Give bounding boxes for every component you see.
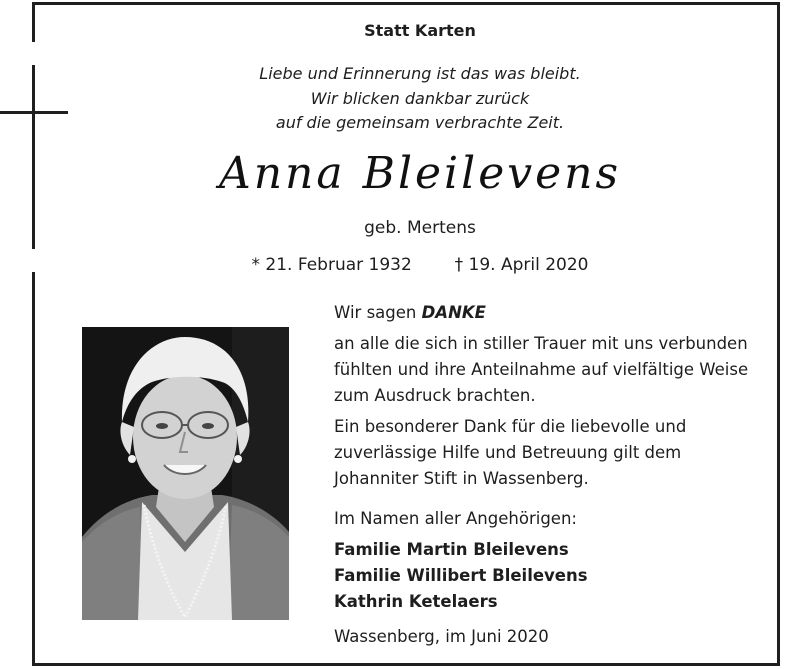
thanks-intro (334, 300, 486, 326)
special-thanks (334, 414, 686, 492)
family-name: Kathrin Ketelaers (334, 592, 498, 611)
frame-left-lower-border (32, 272, 35, 666)
thanks-body (334, 331, 748, 409)
thanks-body-line: an alle die sich in stiller Trauer mit uns verbunden (334, 334, 748, 353)
place-date: Wassenberg, im Juni 2020 (334, 627, 549, 646)
thanks-body-line: fühlten und ihre Anteilnahme auf vielfältige Weise (334, 360, 749, 379)
birth-name: geb. Mertens (364, 218, 476, 238)
portrait-illustration (82, 327, 289, 620)
deceased-name: Anna Bleilevens (218, 148, 622, 199)
quote-line: auf die gemeinsam verbrachte Zeit. (275, 113, 565, 132)
life-dates (0, 255, 800, 275)
quote-line: Liebe und Erinnerung ist das was bleibt. (259, 64, 581, 83)
special-thanks-line: Johanniter Stift in Wassenberg. (334, 469, 589, 488)
special-thanks-line: zuverlässige Hilfe und Betreuung gilt dem (334, 443, 682, 462)
special-thanks-line: Ein besonderer Dank für die liebevolle und (334, 417, 687, 436)
portrait-photo (82, 327, 289, 620)
memorial-quote (0, 62, 800, 136)
thanks-emphasis: DANKE (421, 303, 486, 322)
family-signatures (334, 537, 588, 615)
family-name: Familie Martin Bleilevens (334, 540, 569, 559)
frame-bottom-border (32, 663, 780, 666)
frame-top-border (32, 2, 780, 5)
thanks-intro-text: Wir sagen (334, 303, 417, 322)
birth-date: * 21. Februar 1932 (251, 255, 412, 275)
on-behalf-line: Im Namen aller Angehörigen: (334, 509, 577, 528)
death-date: † 19. April 2020 (454, 255, 589, 275)
header-text: Statt Karten (364, 21, 476, 40)
thanks-body-line: zum Ausdruck brachten. (334, 386, 536, 405)
family-name: Familie Willibert Bleilevens (334, 566, 588, 585)
quote-line: Wir blicken dankbar zurück (310, 88, 530, 108)
